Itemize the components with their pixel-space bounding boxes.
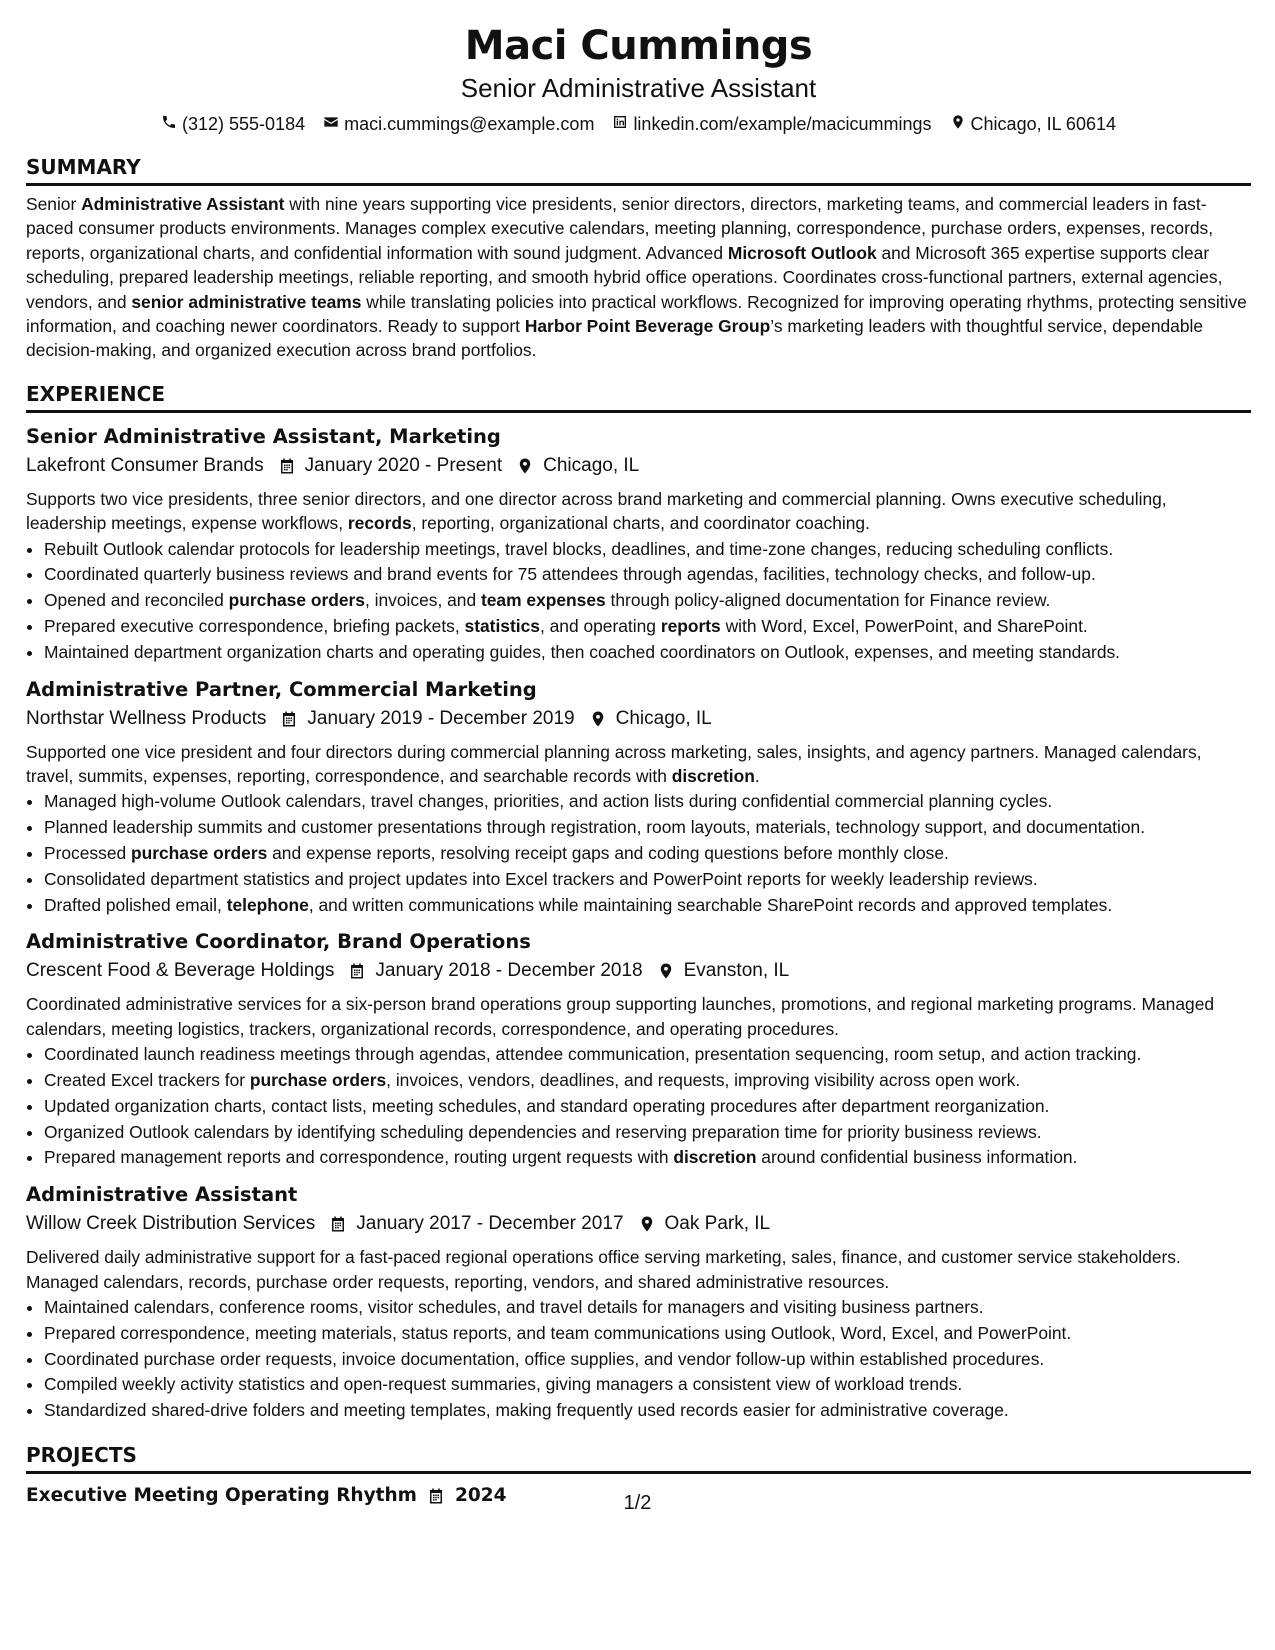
email-icon: [323, 112, 339, 136]
emphasis-text: discretion: [673, 1147, 757, 1168]
resume-page: [26, 20, 1251, 1510]
bullet-item: [44, 789, 1251, 815]
contact-phone[interactable]: [161, 112, 305, 136]
bullet-item: [44, 1068, 1251, 1094]
body-text: with nine years supporting vice presidents, senior directors, directors, marketing teams, and commercial leaders in fast-paced consumer products environments. Manages complex executive calendars, meeting planning, correspondence, purchase orders, expenses, records, reports, organizational charts, and confidential information with sound judgment. Advanced: [26, 194, 1214, 263]
body-text: .: [754, 766, 760, 787]
job-entry: [26, 423, 1251, 666]
body-text: ’s marketing leaders with thoughtful service, dependable decision-making, and organized execution across brand portfolios.: [26, 316, 1204, 361]
job-location-text: Chicago, IL: [615, 707, 712, 729]
job-dates-text: January 2020 - Present: [304, 454, 503, 476]
contact-linkedin[interactable]: [612, 112, 931, 136]
job-meta: [26, 1209, 1251, 1239]
job-dates: [348, 956, 642, 986]
body-text: , invoices, and: [364, 590, 481, 611]
linkedin-text: linkedin.com/example/macicummings: [633, 114, 932, 134]
body-text: Drafted polished email,: [44, 894, 227, 915]
body-text: through policy-aligned documentation for Finance review.: [605, 590, 1051, 611]
location-pin-icon: [950, 112, 966, 136]
company-name: Crescent Food & Beverage Holdings: [26, 960, 335, 982]
body-text: , and written communications while maintaining searchable SharePoint records and approved templates.: [308, 894, 1113, 915]
resume-header: [26, 20, 1251, 136]
bullet-item: [44, 1295, 1251, 1321]
body-text: Created Excel trackers for: [44, 1070, 250, 1091]
body-text: Coordinated quarterly business reviews and brand events for 75 attendees through agendas, facilities, technology checks, and follow-up.: [44, 564, 1096, 585]
section-title-projects: PROJECTS: [26, 1442, 1251, 1474]
body-text: , reporting, organizational charts, and coordinator coaching.: [411, 513, 870, 534]
body-text: Compiled weekly activity statistics and open-request summaries, giving managers a consistent view of workload trends.: [44, 1374, 963, 1395]
job-location-text: Chicago, IL: [543, 454, 640, 476]
body-text: Maintained department organization charts and operating guides, then coached coordinators on Outlook, expenses, and meeting standards.: [44, 641, 1121, 662]
bullet-item: [44, 893, 1251, 919]
body-text: Delivered daily administrative support for a fast-paced regional operations office serving marketing, sales, finance, and customer service stakeholders. Managed calendars, records, purchase order requests, reporting, vendors, and shared administrative resources.: [26, 1247, 1181, 1292]
company-name: Lakefront Consumer Brands: [26, 454, 264, 476]
bullet-item: [44, 588, 1251, 614]
body-text: Planned leadership summits and customer presentations through registration, room layouts, materials, technology support, and documentation.: [44, 817, 1146, 838]
bullet-item: [44, 867, 1251, 893]
job-bullets: [26, 1295, 1251, 1424]
calendar-icon: [348, 962, 366, 980]
job-dates-text: January 2019 - December 2019: [307, 707, 575, 729]
emphasis-text: purchase orders: [131, 843, 268, 864]
emphasis-text: senior administrative teams: [131, 291, 362, 312]
location-pin-icon: [589, 710, 607, 728]
job-dates: [329, 1209, 623, 1239]
job-title: Administrative Coordinator, Brand Operations: [26, 930, 531, 954]
bullet-item: [44, 640, 1251, 666]
body-text: and Microsoft 365 expertise supports clear scheduling, prepared leadership meetings, reliable reporting, and smooth hybrid office operations. Coordinates cross-functional partners, external agencies, vendors, and: [26, 242, 1223, 312]
phone-icon: [161, 112, 177, 136]
phone-text: (312) 555-0184: [182, 114, 306, 134]
company-name: Northstar Wellness Products: [26, 707, 267, 729]
location-pin-icon: [657, 962, 675, 980]
job-title: Senior Administrative Assistant, Marketing: [26, 424, 501, 448]
body-text: Coordinated administrative services for a six-person brand operations group supporting launches, promotions, and regional marketing programs. Managed calendars, meeting logistics, trackers, organizational records, correspondence, and operating procedures.: [26, 994, 1215, 1039]
emphasis-text: team expenses: [480, 590, 606, 611]
body-text: and expense reports, resolving receipt gaps and coding questions before monthly close.: [267, 843, 949, 864]
body-text: Prepared executive correspondence, briefing packets,: [44, 616, 465, 637]
candidate-name: Maci Cummings: [464, 23, 813, 69]
emphasis-text: telephone: [226, 894, 309, 915]
bullet-item: [44, 614, 1251, 640]
bullet-item: [44, 1120, 1251, 1146]
bullet-item: [44, 1372, 1251, 1398]
summary-paragraph: [26, 192, 1251, 363]
job-location: [589, 704, 712, 734]
linkedin-icon: [612, 112, 628, 136]
emphasis-text: reports: [660, 616, 721, 637]
bullet-item: [44, 1321, 1251, 1347]
job-summary: [26, 992, 1251, 1041]
body-text: , and operating: [539, 616, 661, 637]
body-text: , invoices, vendors, deadlines, and requests, improving visibility across open work.: [386, 1070, 1021, 1091]
section-title-experience: EXPERIENCE: [26, 381, 1251, 413]
job-meta: [26, 451, 1251, 481]
company-name: Willow Creek Distribution Services: [26, 1213, 316, 1235]
body-text: Standardized shared-drive folders and meeting templates, making frequently used records easier for administrative coverage.: [44, 1400, 1009, 1421]
calendar-icon: [280, 710, 298, 728]
body-text: with Word, Excel, PowerPoint, and SharePoint.: [720, 616, 1088, 637]
job-location-text: Oak Park, IL: [664, 1213, 771, 1235]
emphasis-text: Microsoft Outlook: [727, 242, 877, 263]
body-text: Processed: [44, 843, 131, 864]
candidate-role: Senior Administrative Assistant: [460, 73, 817, 103]
calendar-icon: [329, 1215, 347, 1233]
job-dates-text: January 2017 - December 2017: [356, 1213, 624, 1235]
summary-section: [26, 154, 1251, 363]
project-year: 2024: [454, 1485, 507, 1507]
bullet-item: [44, 1042, 1251, 1068]
contact-bar: [26, 112, 1251, 136]
bullet-item: [44, 562, 1251, 588]
body-text: Coordinated purchase order requests, invoice documentation, office supplies, and vendor follow-up within established procedures.: [44, 1348, 1045, 1369]
job-bullets: [26, 537, 1251, 666]
job-location: [516, 451, 639, 481]
job-bullets: [26, 1042, 1251, 1171]
job-title: Administrative Partner, Commercial Marketing: [26, 677, 537, 701]
body-text: Consolidated department statistics and project updates into Excel trackers and PowerPoint reports for weekly leadership reviews.: [44, 868, 1038, 889]
body-text: while translating policies into practical workflows. Recognized for improving operating rhythms, protecting sensitive information, and coaching newer coordinators. Ready to support: [26, 291, 1247, 337]
job-location-text: Evanston, IL: [683, 960, 790, 982]
job-meta: [26, 704, 1251, 734]
location-pin-icon: [516, 457, 534, 475]
location-pin-icon: [638, 1215, 656, 1233]
contact-email[interactable]: [323, 112, 594, 136]
job-entry: [26, 928, 1251, 1171]
body-text: Opened and reconciled: [44, 590, 229, 611]
body-text: Senior: [26, 194, 82, 214]
body-text: Prepared management reports and correspondence, routing urgent requests with: [44, 1147, 674, 1168]
body-text: Supports two vice presidents, three senior directors, and one director across brand marketing and commercial planning. Owns executive scheduling, leadership meetings, expense workflows,: [26, 488, 1167, 534]
bullet-item: [44, 1094, 1251, 1120]
job-meta: [26, 956, 1251, 986]
body-text: Organized Outlook calendars by identifying scheduling dependencies and reserving preparation time for priority business reviews.: [44, 1121, 1042, 1142]
job-dates: [280, 704, 574, 734]
emphasis-text: discretion: [671, 766, 755, 787]
job-entry: [26, 676, 1251, 919]
bullet-item: [44, 1145, 1251, 1171]
job-location: [657, 956, 790, 986]
job-summary: [26, 487, 1251, 536]
emphasis-text: purchase orders: [249, 1070, 387, 1091]
job-summary: [26, 1245, 1251, 1294]
job-list: [26, 423, 1251, 1424]
body-text: Updated organization charts, contact lists, meeting schedules, and standard operating procedures after department reorganization.: [44, 1095, 1050, 1116]
job-dates-text: January 2018 - December 2018: [375, 960, 643, 982]
emphasis-text: records: [347, 513, 412, 534]
bullet-item: [44, 1398, 1251, 1424]
bullet-item: [44, 815, 1251, 841]
location-text: Chicago, IL 60614: [970, 114, 1116, 134]
job-dates: [278, 451, 503, 481]
job-title: Administrative Assistant: [26, 1183, 298, 1207]
body-text: Managed high-volume Outlook calendars, travel changes, priorities, and action lists during confidential commercial planning cycles.: [44, 791, 1053, 812]
body-text: around confidential business information.: [756, 1147, 1078, 1168]
experience-section: [26, 381, 1251, 1424]
emphasis-text: Administrative Assistant: [81, 194, 285, 214]
contact-location: [950, 112, 1116, 136]
email-text: maci.cummings@example.com: [344, 114, 595, 134]
calendar-icon: [278, 457, 296, 475]
body-text: Maintained calendars, conference rooms, visitor schedules, and travel details for managers and visiting business partners.: [44, 1297, 984, 1318]
body-text: Coordinated launch readiness meetings through agendas, attendee communication, presentation sequencing, room setup, and action tracking.: [44, 1044, 1142, 1065]
project-name: Executive Meeting Operating Rhythm: [26, 1485, 417, 1507]
job-location: [638, 1209, 771, 1239]
job-summary: [26, 740, 1251, 789]
body-text: Rebuilt Outlook calendar protocols for leadership meetings, travel blocks, deadlines, and time-zone changes, reducing scheduling conflicts.: [44, 538, 1114, 559]
emphasis-text: statistics: [464, 616, 540, 637]
body-text: Prepared correspondence, meeting materials, status reports, and team communications using Outlook, Word, Excel, and PowerPoint.: [44, 1322, 1072, 1343]
emphasis-text: purchase orders: [228, 590, 365, 611]
bullet-item: [44, 537, 1251, 563]
section-title-summary: SUMMARY: [26, 154, 1251, 186]
bullet-item: [44, 841, 1251, 867]
emphasis-text: Harbor Point Beverage Group: [524, 316, 771, 337]
page-number: 1/2: [623, 1492, 652, 1514]
body-text: Supported one vice president and four directors during commercial planning across marketing, sales, insights, and agency partners. Managed calendars, travel, summits, expenses, reporting, correspondence, and searchable records with: [26, 741, 1202, 787]
job-bullets: [26, 789, 1251, 918]
bullet-item: [44, 1347, 1251, 1373]
job-entry: [26, 1181, 1251, 1424]
